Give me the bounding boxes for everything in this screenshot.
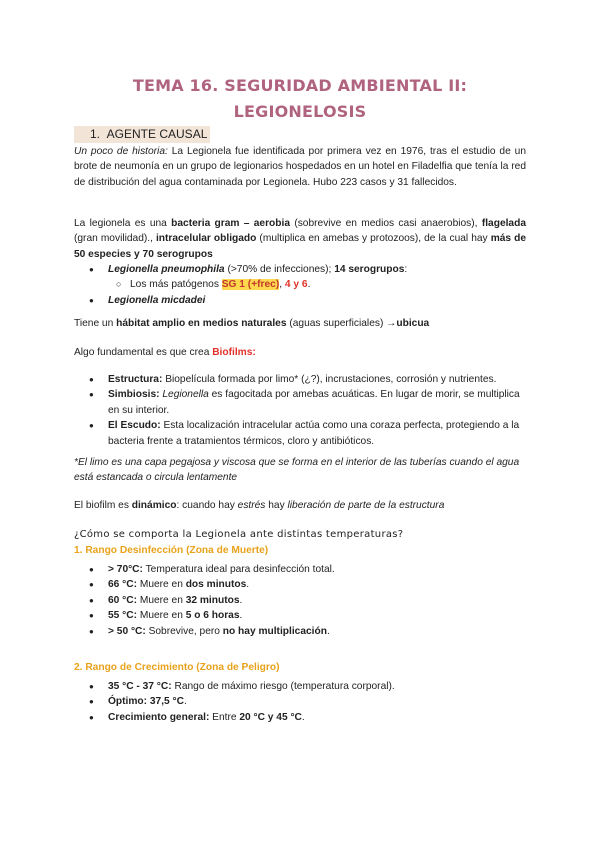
crecimiento-label: Crecimiento general:: [108, 711, 210, 723]
temp-66-bold: dos minutos: [185, 579, 247, 591]
desc-text-3: (gran movilidad).,: [74, 233, 156, 245]
temp-50-bold: no hay multiplicación: [222, 625, 327, 637]
dynamic-text-3: hay: [265, 500, 288, 511]
range1-list: [74, 562, 526, 639]
list-item-temp-66: [74, 577, 526, 592]
list-item-simbiosis: [74, 387, 526, 418]
section-number: 1.: [90, 127, 101, 141]
section-heading-agente-causal: [74, 126, 210, 143]
crecimiento-text: Entre: [209, 711, 240, 723]
pathogens-end: .: [307, 279, 311, 291]
list-item-temp-70: [74, 562, 526, 577]
list-item-micdadei: [74, 293, 526, 308]
habitat-paragraph: [74, 316, 526, 331]
escudo-text: Esta localización intracelular actúa como una coraza perfecta, protegiendo a la bacteria frente a tratamientos térmicos, cloro y antibióticos.: [108, 420, 520, 447]
temp-35-37-label: 35 °C - 37 °C:: [108, 681, 172, 692]
dynamic-italic-liberacion: liberación de parte de la estructura: [287, 500, 445, 511]
desc-text-1: La legionela es una: [74, 218, 172, 229]
footnote: [74, 455, 526, 486]
footnote-text: *El limo es una capa pegajosa y viscosa que se forma en el interior de las tuberías cuando el agua está estancada o circula lentamente: [74, 457, 520, 484]
temp-35-37-text: Rango de máximo riesgo (temperatura corporal).: [171, 681, 395, 692]
temp-55-label: 55 °C:: [108, 610, 137, 622]
pathogens-comma: ,: [279, 279, 285, 291]
species-name-pneumophila: Legionella pneumophila: [108, 264, 225, 275]
list-item-temp-50: [74, 624, 526, 639]
temp-60-label: 60 °C:: [108, 594, 137, 606]
species-list: [74, 262, 526, 308]
temp-66-label: 66 °C:: [108, 579, 137, 591]
desc-bold-flagelada: flagelada: [481, 218, 526, 229]
dynamic-paragraph: [74, 498, 526, 513]
temp-66-end: .: [246, 579, 250, 591]
biofilm-red-label: Biofilms:: [212, 347, 256, 358]
temp-66-text: Muere en: [137, 579, 186, 591]
temp-50-text: Sobrevive, pero: [145, 625, 223, 637]
dynamic-bold: dinámico: [131, 500, 177, 511]
estructura-label: Estructura:: [108, 374, 163, 385]
list-item-temp-60: [74, 593, 526, 608]
simbiosis-italic: Legionella: [162, 389, 209, 401]
section-label: AGENTE CAUSAL: [106, 127, 208, 141]
doc-title-line2: LEGIONELOSIS: [233, 102, 367, 121]
crecimiento-bold: 20 °C y 45 °C: [239, 711, 302, 723]
temp-70-text: Temperatura ideal para desinfección total.: [142, 564, 335, 575]
history-lead: Un poco de historia:: [74, 146, 168, 157]
habitat-ubicua: ubicua: [396, 318, 430, 329]
list-item-pathogens: [74, 277, 526, 292]
crecimiento-end: .: [301, 711, 305, 723]
species-name-micdadei: Legionella micdadei: [108, 294, 206, 306]
range1-heading: 1. Rango Desinfección (Zona de Muerte): [74, 545, 269, 556]
temp-60-text: Muere en: [137, 594, 186, 606]
temp-55-end: .: [239, 610, 243, 622]
biofilm-list: [74, 372, 526, 449]
desc-bold-especies: más de 50 especies y 70 serogrupos: [74, 233, 527, 260]
biofilm-intro: [74, 345, 526, 360]
desc-bold-intracelular: intracelular obligado: [155, 233, 257, 245]
habitat-bold: hábitat amplio en medios naturales: [116, 318, 287, 329]
description-paragraph: [74, 216, 526, 262]
dynamic-italic-estres: estrés: [237, 500, 266, 511]
temp-50-end: .: [326, 625, 330, 637]
species-pneumophila-text: (>70% de infecciones);: [224, 264, 335, 275]
list-item-estructura: [74, 372, 526, 387]
temp-55-text: Muere en: [137, 610, 186, 622]
list-item-escudo: [74, 418, 526, 449]
simbiosis-label: Simbiosis:: [108, 389, 160, 401]
list-item-temp-55: [74, 608, 526, 623]
temp-50-label: > 50 °C:: [108, 625, 146, 637]
estructura-text: Biopelícula formada por limo* (¿?), incrustaciones, corrosión y nutrientes.: [162, 374, 497, 385]
temp-70-label: > 70°C:: [108, 564, 143, 575]
desc-text-2: (sobrevive en medios casi anaerobios),: [290, 218, 482, 229]
simbiosis-text: es fagocitada por amebas acuáticas. En lugar de morir, se multiplica en su interior.: [108, 389, 520, 416]
temp-60-end: .: [239, 594, 243, 606]
list-item-optimo: [74, 694, 526, 709]
dynamic-text-2: : cuando hay: [176, 500, 238, 511]
desc-text-4: (multiplica en amebas y protozoos), de la cual hay: [256, 233, 491, 245]
list-item-temp-35-37: [74, 679, 526, 694]
range2-heading: 2. Rango de Crecimiento (Zona de Peligro): [74, 662, 280, 673]
biofilm-intro-text: Algo fundamental es que crea: [74, 347, 213, 358]
habitat-text-1: Tiene un: [74, 318, 117, 329]
list-item-crecimiento: [74, 710, 526, 725]
doc-title-line1: TEMA 16. SEGURIDAD AMBIENTAL II:: [132, 76, 468, 95]
temp-55-bold: 5 o 6 horas: [185, 610, 240, 622]
species-colon: :: [404, 264, 408, 275]
desc-bold-bacteria: bacteria gram – aerobia: [171, 218, 290, 229]
optimo-label: Óptimo: 37,5 °C: [108, 696, 184, 708]
temperature-question: ¿Cómo se comporta la Legionela ante distintas temperaturas?: [74, 529, 404, 540]
pathogens-red-4-6: 4 y 6: [284, 279, 308, 291]
habitat-text-2: (aguas superficiales) →: [286, 318, 397, 329]
optimo-end: .: [183, 696, 187, 708]
temp-60-bold: 32 minutos: [185, 594, 240, 606]
range2-list: [74, 679, 526, 725]
list-item-pneumophila: [74, 262, 526, 277]
history-paragraph: [74, 144, 526, 190]
pathogens-text: Los más patógenos: [130, 279, 222, 291]
pathogens-highlight-sg1: SG 1 (+frec): [221, 279, 280, 291]
history-text: La Legionela fue identificada por primera vez en 1976, tras el estudio de un brote de neumonía en un grupo de legionarios hospedados en un hotel en Filadelfia que tenía la red de distribución del agua contaminada por Legionela. Hubo 223 casos y 31 fallecidos.: [74, 146, 526, 188]
dynamic-text-1: El biofilm es: [74, 500, 132, 511]
escudo-label: El Escudo:: [108, 420, 161, 432]
species-serogroups: 14 serogrupos: [334, 264, 405, 275]
